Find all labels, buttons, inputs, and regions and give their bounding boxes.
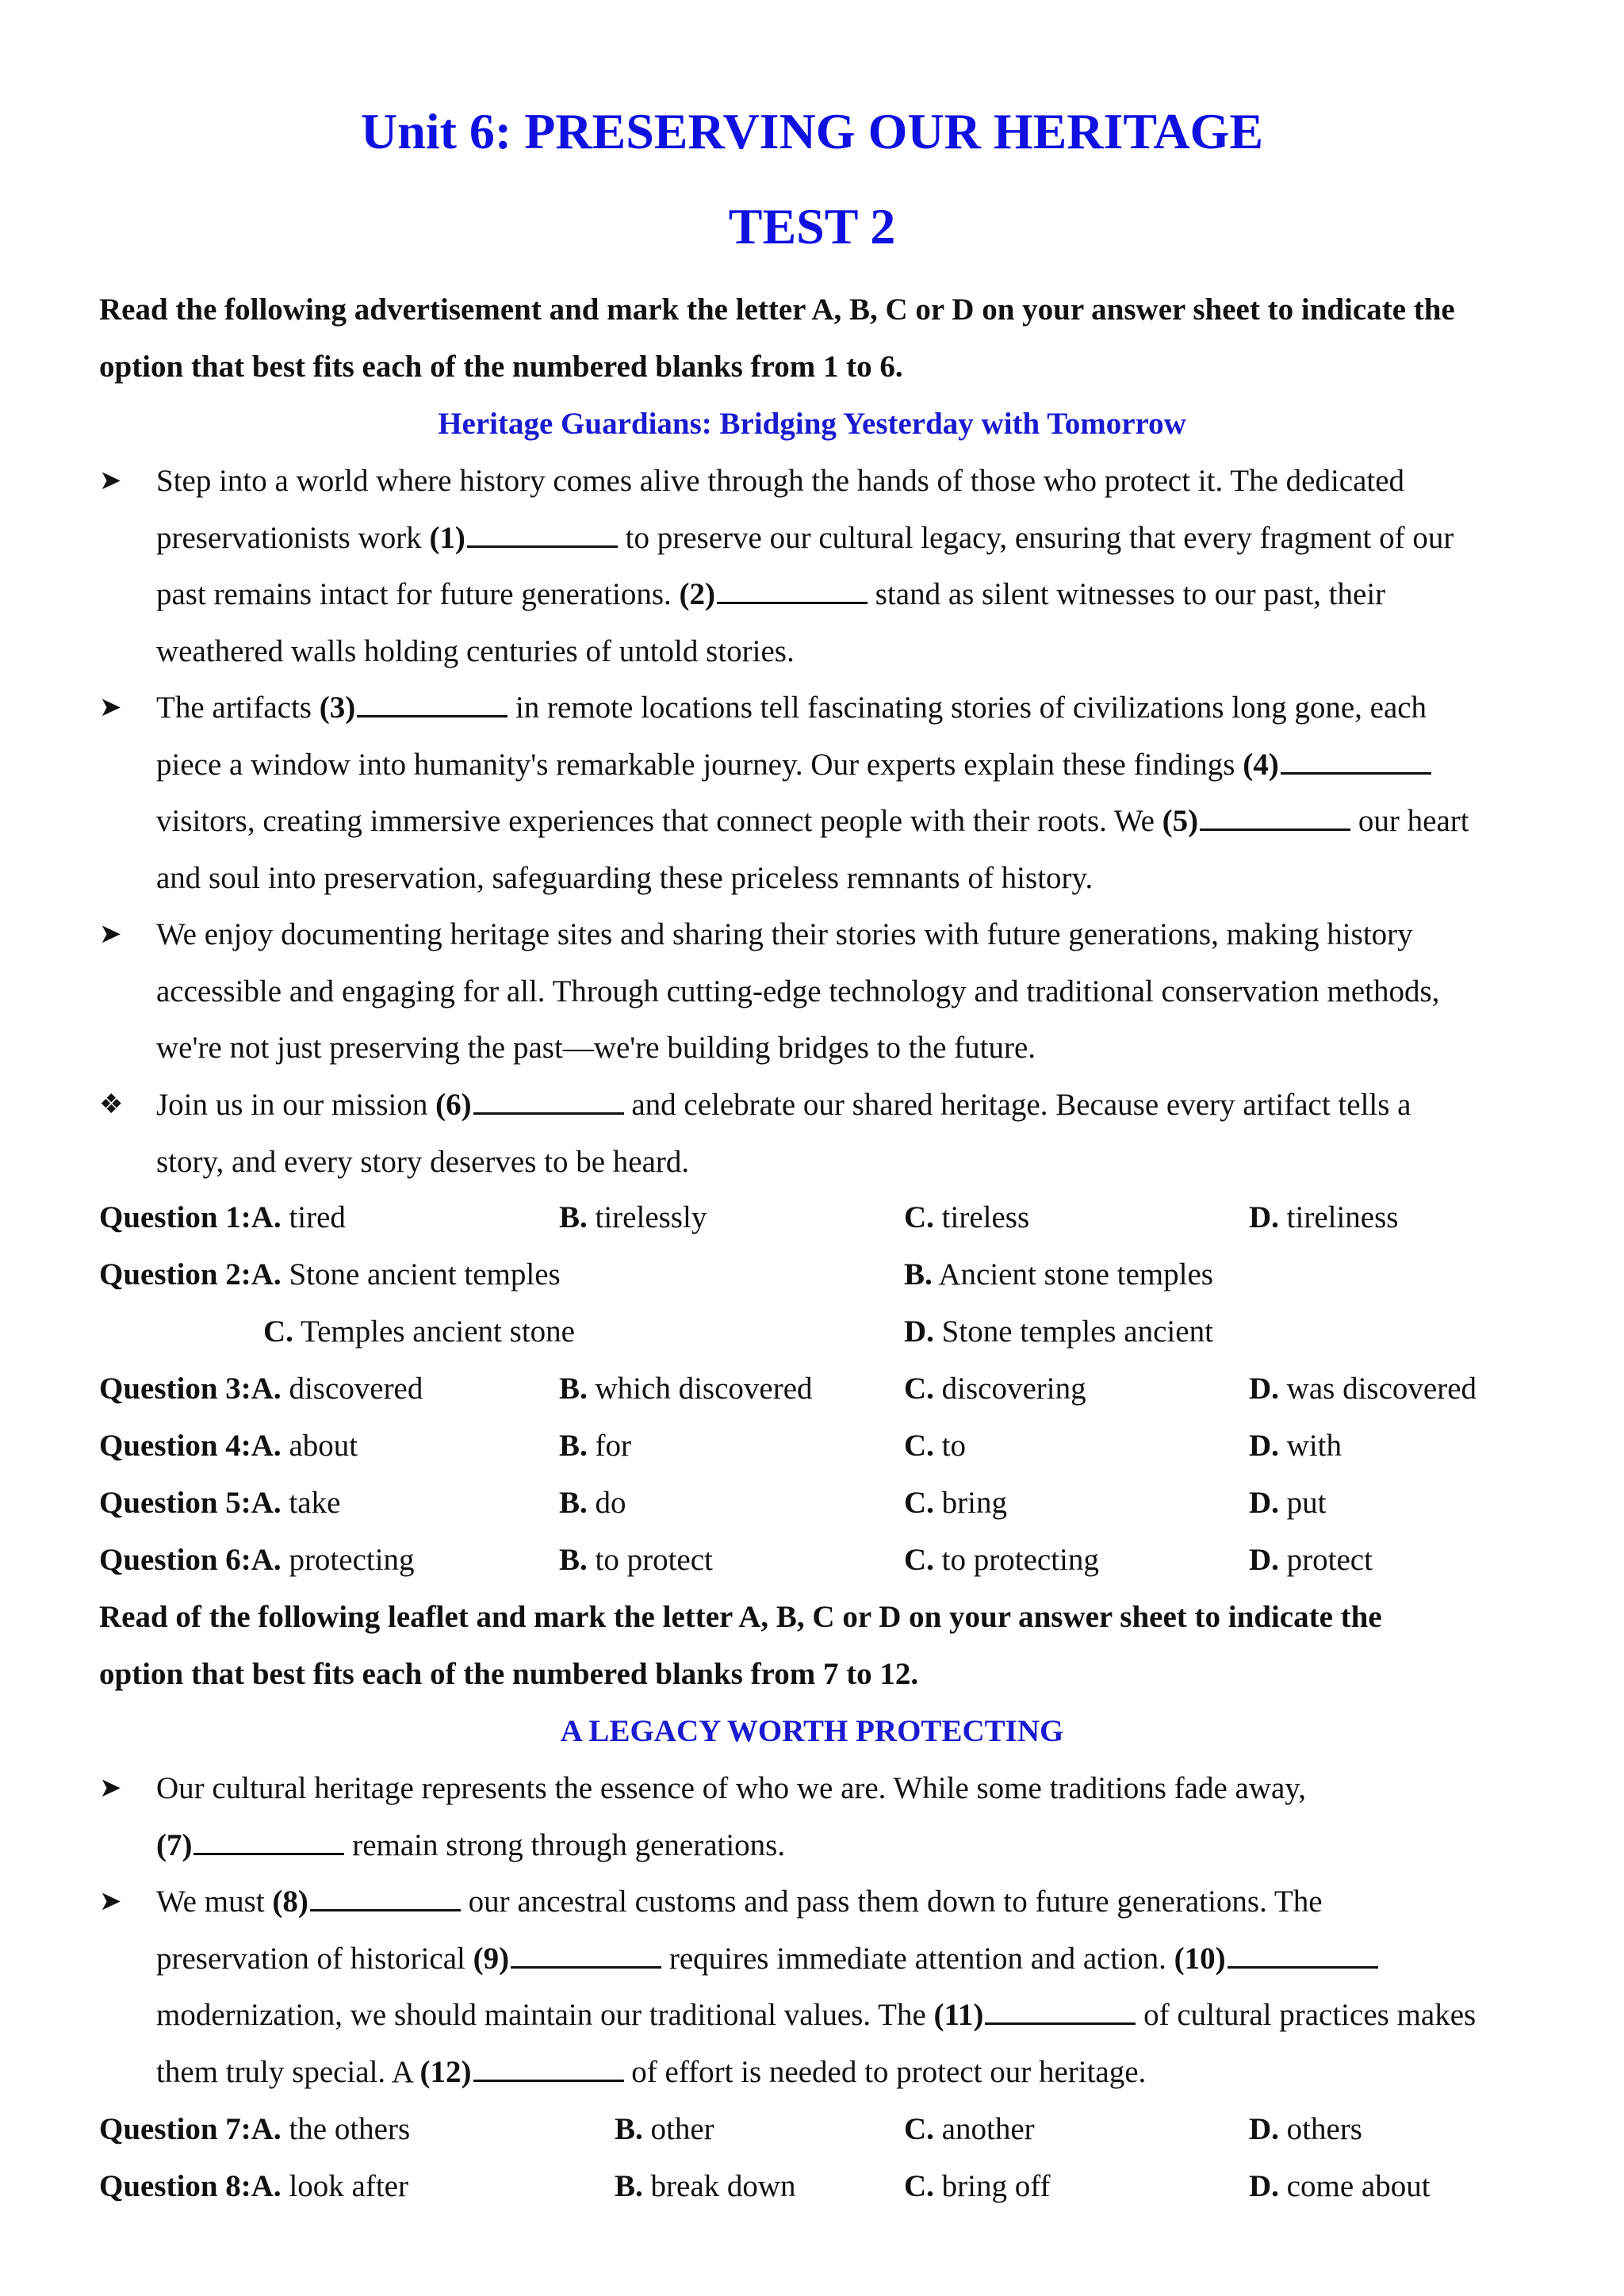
para-line: story, and every story deserves to be heard. (156, 1144, 690, 1179)
para-line: remain strong through generations. (352, 1827, 786, 1862)
option-d-letter: D. (1249, 1543, 1279, 1577)
question-row-2-cont (99, 1303, 1550, 1360)
option-a-letter: A. (251, 2112, 282, 2146)
option-b[interactable]: do (595, 1486, 626, 1520)
option-a[interactable]: about (289, 1429, 358, 1463)
para-line: in remote locations tell fascinating stories of civilizations long gone, each (515, 691, 1427, 725)
blank-11[interactable]: (11) (934, 1998, 1136, 2032)
option-c[interactable]: bring off (941, 2169, 1051, 2203)
question-row-1 (99, 1189, 1550, 1246)
option-a-letter: A. (251, 1543, 282, 1577)
option-c-letter: C. (904, 1486, 934, 1520)
arrow-bullet-icon: ➤ (99, 920, 122, 949)
option-c[interactable]: discovering (941, 1372, 1086, 1406)
para-line: and celebrate our shared heritage. Because every artifact tells a (631, 1088, 1411, 1122)
option-d-letter: D. (1249, 1200, 1279, 1234)
para-line: The artifacts (156, 691, 312, 725)
option-d-letter: D. (1249, 1429, 1279, 1463)
blank-10[interactable]: (10) (1174, 1942, 1378, 1976)
question-label: Question 2: (99, 1257, 251, 1292)
para-line: Step into a world where history comes alive through the hands of those who protect it. The dedicated (156, 464, 1405, 498)
option-d[interactable]: was discovered (1286, 1372, 1477, 1406)
option-c-letter: C. (904, 2169, 934, 2203)
option-a-letter: A. (251, 1486, 282, 1520)
option-b-letter: B. (559, 1429, 588, 1463)
para-line: accessible and engaging for all. Through cutting-edge technology and traditional conservation methods, (156, 974, 1440, 1008)
option-a[interactable]: tired (289, 1200, 346, 1234)
arrow-bullet-icon: ➤ (99, 466, 122, 496)
para-line: them truly special. A (156, 2054, 412, 2089)
blank-2[interactable]: (2) (680, 577, 868, 611)
para-line: preservationists work (156, 520, 422, 555)
section2-instruction-line1: Read of the following leaflet and mark the letter A, B, C or D on your answer sheet to indicate the (99, 1600, 1382, 1634)
section1-instruction-line1: Read the following advertisement and mark the letter A, B, C or D on your answer sheet to indicate the (99, 293, 1455, 327)
arrow-bullet-icon: ➤ (99, 1887, 122, 1916)
para-line: of cultural practices makes (1143, 1998, 1477, 2032)
option-a[interactable]: the others (289, 2112, 411, 2146)
option-b[interactable]: Ancient stone temples (938, 1257, 1213, 1292)
option-a-letter: A. (251, 2169, 282, 2203)
option-a-letter: A. (251, 1372, 282, 1406)
test-subtitle: TEST 2 (728, 198, 896, 254)
question-label: Question 3: (99, 1372, 251, 1406)
blank-4[interactable]: (4) (1243, 748, 1431, 782)
page-title: Unit 6: PRESERVING OUR HERITAGE (360, 103, 1264, 159)
option-d[interactable]: put (1286, 1486, 1327, 1520)
section1-heading: Heritage Guardians: Bridging Yesterday with Tomorrow (438, 407, 1186, 441)
option-b-letter: B. (559, 1372, 588, 1406)
option-d[interactable]: others (1286, 2112, 1362, 2146)
option-c[interactable]: to (941, 1429, 967, 1463)
blank-12[interactable]: (12) (420, 2055, 624, 2089)
option-d-letter: D. (1249, 1486, 1279, 1520)
para-line: piece a window into humanity's remarkable journey. Our experts explain these findings (156, 747, 1235, 782)
option-d-letter: D. (1249, 1372, 1279, 1406)
arrow-bullet-icon: ➤ (99, 1774, 122, 1803)
para-line: Join us in our mission (156, 1088, 428, 1122)
section2-instruction-line2: option that best fits each of the numbered blanks from 7 to 12. (99, 1657, 919, 1691)
para-line: our ancestral customs and pass them down to future generations. The (468, 1885, 1323, 1919)
option-c[interactable]: another (941, 2112, 1035, 2146)
option-b-letter: B. (615, 2112, 643, 2146)
option-c[interactable]: tireless (941, 1200, 1030, 1234)
para-line: and soul into preservation, safeguarding these priceless remnants of history. (156, 860, 1094, 895)
question-row-5 (99, 1475, 1550, 1532)
option-d[interactable]: protect (1286, 1543, 1373, 1577)
blank-7[interactable]: (7) (156, 1828, 344, 1862)
para-line: our heart (1358, 804, 1469, 838)
option-a-letter: A. (251, 1257, 282, 1292)
option-d[interactable]: with (1286, 1429, 1342, 1463)
diamond-bullet-icon: ❖ (99, 1090, 124, 1119)
option-d-letter: D. (1249, 2169, 1279, 2203)
para-line: we're not just preserving the past—we're building bridges to the future. (156, 1031, 1036, 1065)
section1-instruction-line2: option that best fits each of the numbered blanks from 1 to 6. (99, 350, 903, 384)
blank-9[interactable]: (9) (473, 1942, 661, 1976)
question-label: Question 6: (99, 1543, 251, 1577)
option-c-letter: C. (263, 1314, 293, 1349)
para-line: to preserve our cultural legacy, ensuring that every fragment of our (625, 520, 1454, 555)
option-b[interactable]: tirelessly (595, 1200, 707, 1234)
question-row-4 (99, 1418, 1550, 1475)
option-d[interactable]: come about (1286, 2169, 1431, 2203)
para-line: visitors, creating immersive experiences that connect people with their roots. We (156, 804, 1155, 838)
option-b-letter: B. (559, 1486, 588, 1520)
option-c[interactable]: to protecting (941, 1543, 1099, 1577)
blank-1[interactable]: (1) (429, 521, 617, 555)
advert-paragraph-3 (99, 906, 1550, 1077)
advert-paragraph-1 (99, 453, 1550, 679)
para-line: weathered walls holding centuries of untold stories. (156, 633, 795, 668)
para-line: preservation of historical (156, 1941, 465, 1976)
option-a[interactable]: Stone ancient temples (289, 1257, 561, 1292)
advert-paragraph-2 (99, 679, 1550, 906)
arrow-bullet-icon: ➤ (99, 693, 122, 722)
question-row-2 (99, 1246, 1550, 1303)
leaflet-paragraph-2 (99, 1873, 1550, 2100)
para-line: We must (156, 1885, 265, 1919)
para-line: modernization, we should maintain our traditional values. The (156, 1998, 926, 2032)
option-c-letter: C. (904, 1372, 934, 1406)
option-c-letter: C. (904, 1200, 934, 1234)
option-c[interactable]: bring (941, 1486, 1007, 1520)
blank-3[interactable]: (3) (320, 691, 508, 725)
leaflet-paragraph-1 (99, 1760, 1550, 1873)
option-d[interactable]: tireliness (1286, 1200, 1399, 1234)
blank-6[interactable]: (6) (435, 1088, 623, 1122)
option-b-letter: B. (559, 1200, 588, 1234)
para-line: requires immediate attention and action. (668, 1941, 1166, 1976)
blank-8[interactable]: (8) (272, 1885, 460, 1919)
option-b-letter: B. (904, 1257, 933, 1292)
para-line: stand as silent witnesses to our past, their (875, 577, 1386, 611)
option-b-letter: B. (559, 1543, 588, 1577)
option-c[interactable]: Temples ancient stone (300, 1314, 575, 1349)
advert-paragraph-4 (99, 1077, 1550, 1190)
question-label: Question 4: (99, 1429, 251, 1463)
option-c-letter: C. (904, 1429, 934, 1463)
option-b[interactable]: for (595, 1429, 631, 1463)
question-label: Question 5: (99, 1486, 251, 1520)
question-row-3 (99, 1360, 1550, 1418)
option-b[interactable]: to protect (595, 1543, 713, 1577)
question-row-7 (99, 2101, 1550, 2158)
option-a-letter: A. (251, 1200, 282, 1234)
option-a-letter: A. (251, 1429, 282, 1463)
option-b-letter: B. (615, 2169, 643, 2203)
para-line: We enjoy documenting heritage sites and sharing their stories with future generations, making history (156, 917, 1413, 951)
option-a[interactable]: protecting (289, 1543, 415, 1577)
question-label: Question 8: (99, 2169, 251, 2203)
option-d-letter: D. (1249, 2112, 1279, 2146)
para-line: Our cultural heritage represents the essence of who we are. While some traditions fade away, (156, 1771, 1307, 1805)
option-b[interactable]: other (650, 2112, 714, 2146)
option-b[interactable]: break down (650, 2169, 796, 2203)
blank-5[interactable]: (5) (1162, 804, 1350, 838)
question-row-6 (99, 1532, 1550, 1589)
para-line: of effort is needed to protect our heritage. (631, 2054, 1147, 2089)
option-d-letter: D. (904, 1314, 934, 1349)
section2-heading: A LEGACY WORTH PROTECTING (560, 1714, 1064, 1748)
option-c-letter: C. (904, 1543, 934, 1577)
question-row-8 (99, 2158, 1550, 2215)
option-d[interactable]: Stone temples ancient (941, 1314, 1213, 1349)
option-b[interactable]: which discovered (595, 1372, 813, 1406)
question-label: Question 1: (99, 1200, 251, 1234)
option-a[interactable]: look after (289, 2169, 408, 2203)
para-line: past remains intact for future generations. (156, 577, 672, 611)
question-label: Question 7: (99, 2112, 251, 2146)
option-a[interactable]: take (289, 1486, 341, 1520)
option-c-letter: C. (904, 2112, 934, 2146)
option-a[interactable]: discovered (289, 1372, 423, 1406)
